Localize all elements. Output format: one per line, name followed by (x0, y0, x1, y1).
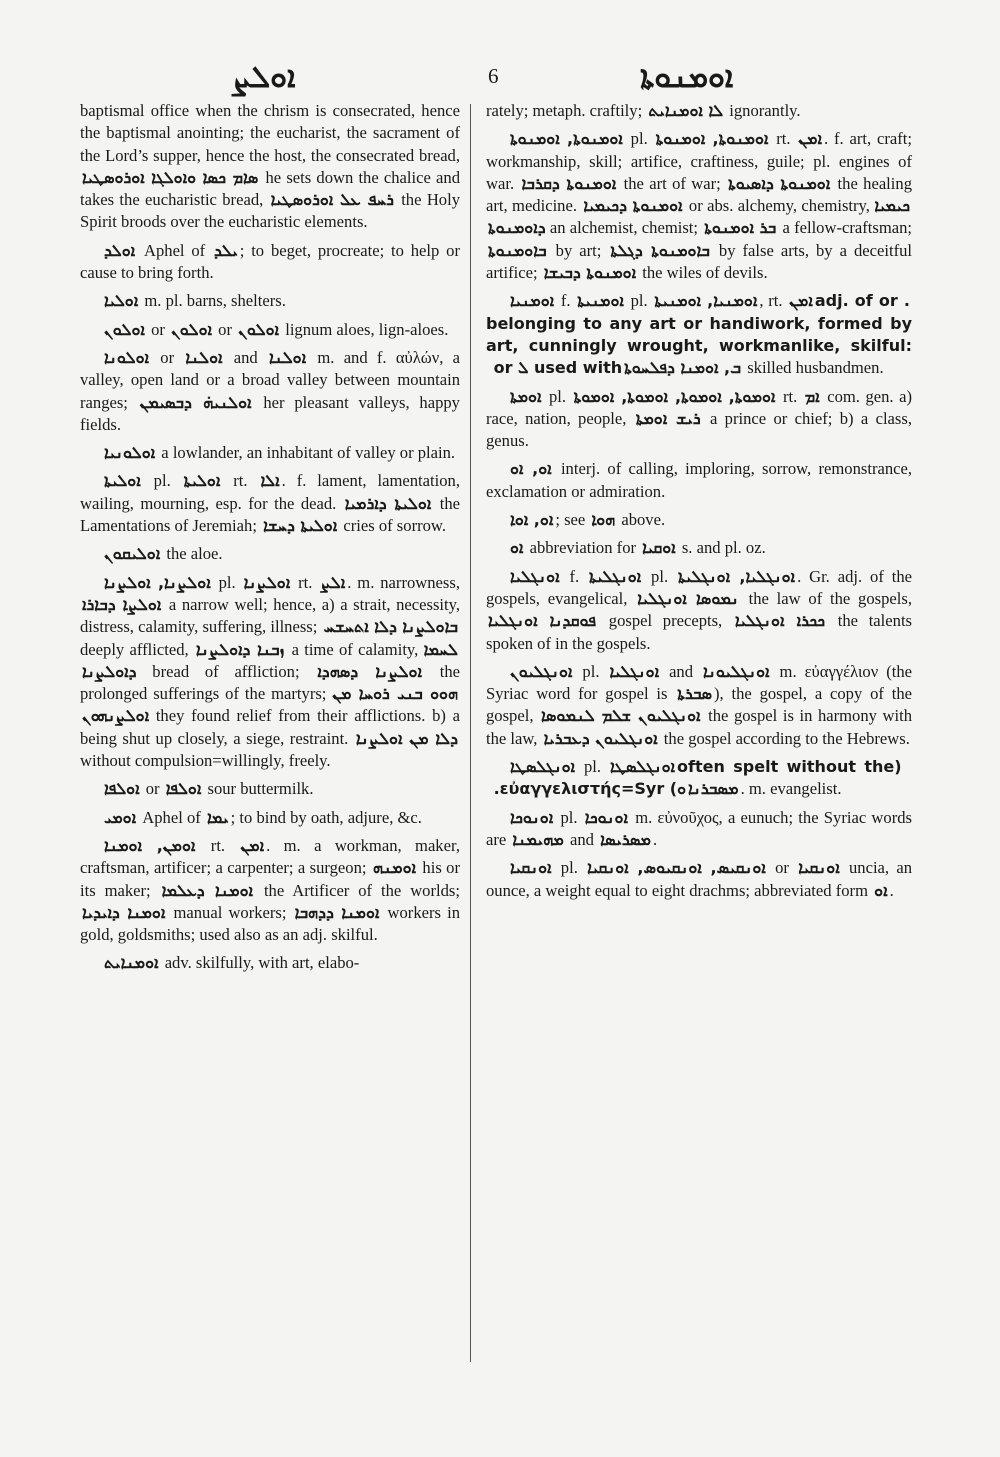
syriac-headword: ܐܘܠܘܢ (171, 319, 212, 339)
syriac-headword: ܐܘܠܨܢܐ (243, 572, 291, 592)
dictionary-entry: baptismal office when the chrism is consecrated, hence the baptismal anointing; the eucharist, the sacrament of the Lord’s supper, hence the host, the consecrated bread, ܣܐܡ ܟܣܐ ܘܐܘܠܓܐ ܐܘܪܘܣܛܝܐ he sets down the chalice and takes the eucharistic bread, ܪܚܦ ܥܠ ܐܘܪܘܣܛܝܐ the Holy Spirit broods over the eucharistic elements. (80, 101, 461, 232)
dictionary-entry: ܐܘܠܨܢܐ, ܐܘܠܨܢܐ pl. ܐܘܠܨܢܐ rt. ܐܠܨ . m. narrowness, ܐܘܠܨܐ ܕܒܐܪܐ a narrow well; hence, a) a strait, necessity, distress, calamity, suffering, illness; ܒܐܘܠܨܢܐ ܕܠܐ ܐܬܚܫܚ deeply afflicted, ܙܒܢܐ ܕܐܘܠܨܢܐ a time of calamity, ܠܚܡܐ ܕܐܘܠܨܢܐ bread of affliction; ܐܘܠܨܢܐ ܕܣܗܕܐ the prolonged sufferings of the martyrs; ܗܘܘ ܒܢܝ ܪܘܚܐ ܡܢ ܐܘܠܨܢܗܘܢ they found relief from their afflictions. b) a being shut up closely, a siege, restraint. ܕܠܐ ܡܢ ܐܘܠܨܢܐ without compulsion=willingly, freely. (80, 572, 461, 771)
syriac-headword: ܐܘܡܢܝܐ (510, 291, 555, 311)
dictionary-entry: ܐܘܢܓܠܝܐ f. ܐܘܢܓܠܝܬܐ pl. ܐܘܢܓܠܝܐ, ܐܘܢܓܠܝܬܐ . Gr. adj. of the gospels, evangelical, ܢܡܘܣܐ ܐܘܢܓܠܝܐ the law of the gospels, ܦܘܩܕܢܐ ܐܘܢܓܠܝܐ gospel precepts, ܟܟܪܐ ܐܘܢܓܠܝܐ the talents spoken of in the gospels. (486, 566, 913, 653)
syriac-headword: ܐܡ (804, 386, 820, 406)
dictionary-entry: ܐܘܡܢ, ܐܘܡܢܐ rt. ܐܡܢ . m. a workman, maker, craftsman, artificer; a carpenter; a surgeon; ܐܘܡܢܗ his or its maker; ܐܘܡܢܐ ܕܥܠܡܐ the Artificer of the worlds; ܐܘܡܢܐ ܕܐܝܕܝܐ manual workers; ܐܘܡܢܐ ܕܕܗܒܐ workers in gold, goldsmiths; used also as an adj. skilful. (80, 835, 460, 945)
syriac-headword: ܐܡܢ (240, 835, 265, 855)
syriac-headword: ܟܝܡܝܐ ܕܐܘܡܢܘܬܐ (488, 196, 910, 238)
column-rule (470, 104, 471, 1362)
syriac-headword: ܐܘܠܘܢܝܐ (104, 443, 156, 463)
syriac-headword: ܐܘܡܢܐ ܕܐܝܕܝܐ (82, 902, 166, 922)
dictionary-entry: ܐܘܡܢܐܝܬ adv. skilfully, with art, elabo- (104, 953, 360, 973)
syriac-headword: ܐܘܢܩܝܐ (510, 858, 552, 878)
syriac-headword: ܐܘܡܢܘܬܐ ܕܒܝܫܐ (543, 263, 637, 283)
syriac-headword: ܐܘܡܢܘܬܐ, ܐܘܡܢܘܬܐ (510, 129, 623, 149)
dictionary-entry: ܐܘܢܓܠܣܛܐ pl. ܐܘܢܓܠܣܛܐ (often spelt without the ܘ) εὐαγγελιστής=Syr. ܡܣܒܪܢܐ . m. evangelist. (488, 757, 910, 799)
syriac-headword: ܐܘ (874, 880, 888, 900)
syriac-headword: ܐܘܠܝܬܐ (183, 471, 221, 491)
syriac-headword: ܐܘܡܢܘܬܐ ܕܐܣܝܘܬܐ (728, 173, 831, 193)
syriac-headword: ܐܡܢ (789, 291, 813, 311)
syriac-headword: ܒܐܘܡܢܘܬܐ (488, 240, 547, 260)
syriac-headword: ܐܘܢܓܠܣܛܐ (510, 757, 575, 777)
syriac-headword: ܝܡܐ (206, 807, 229, 827)
syriac-headword: ܐܘܡܝ (104, 807, 137, 827)
syriac-headword: ܐܠܐ (260, 471, 280, 491)
syriac-headword: ܐܘܡܘܬܐ, ܐܘܡܘܬܐ, ܐܘܡܘܬܐ, ܐܘܡܘܬܐ (573, 386, 776, 406)
dictionary-entry: ܐܘܠܘܢ or ܐܘܠܘܢ or ܐܘܠܘܢ lignum aloes, lign-aloes. (104, 319, 449, 339)
dictionary-entry: ܐܘ, ܐܘܐ ; see ܗܘܐ above. (510, 510, 666, 530)
syriac-headword: ܐܘܠܝܐ (104, 291, 139, 311)
syriac-headword: (often spelt without the ܘ) εὐαγγελιστής=Syr. (488, 757, 910, 799)
dictionary-entry: ܐܘܠܦܐ or ܐܘܠܦܐ sour buttermilk. (104, 779, 314, 799)
syriac-headword: ܡܣܒܪܢܐ (688, 779, 739, 799)
dictionary-entry: rately; metaph. craftily; ܠܐ ܐܘܡܢܐܝܬ ignorantly. (486, 101, 801, 120)
syriac-headword: ܐܘܩܝܐ (642, 538, 676, 558)
syriac-headword: ܐܘܠܘܢ (238, 319, 280, 339)
syriac-headword: ܗܘܐ (591, 510, 616, 530)
page-number: 6 (488, 64, 499, 88)
syriac-headword: ܐܘܠܝܬܐ (104, 471, 141, 491)
syriac-headword: ܐܘܢܩܝܐ (798, 858, 840, 878)
dictionary-entry: ܐܘܡܝ Aphel of ܝܡܐ ; to bind by oath, adjure, &c. (104, 807, 422, 827)
syriac-headword: ܢܡܘܣܐ ܐܘܢܓܠܝܐ (637, 588, 739, 608)
dictionary-entry: ܐܘܠܘܢܝܐ a lowlander, an inhabitant of valley or plain. (104, 443, 456, 463)
syriac-headword: ܣܐܡ ܟܣܐ ܘܐܘܠܓܐ ܐܘܪܘܣܛܝܐ (82, 167, 259, 187)
syriac-headword: ܐܘܢܓܠܝܐ (609, 661, 660, 681)
running-head-right: ܐܘܡܢܘܬܐ (640, 60, 734, 95)
syriac-headword: ܐܘܢܓܠܝܬܐ (589, 566, 642, 586)
syriac-headword: ܐܘܢܓܠܝܘܢ (510, 661, 573, 681)
dictionary-entry: ܐܘܠܝܬܐ pl. ܐܘܠܝܬܐ rt. ܐܠܐ . f. lament, lamentation, wailing, mourning, esp. for the dead. ܐܘܠܝܬܐ ܕܐܪܡܝܐ the Lamentations of Jeremiah; ܐܘܠܝܬܐ ܕܚܫܐ cries of sorrow. (80, 471, 460, 536)
syriac-headword: ܐܘܡܢܝܐ, ܐܘܡܢܝܬܐ (654, 291, 758, 311)
syriac-headword: ܐܘܢܓܠܝܘܢ ܫܠܡ ܠܢܡܘܣܐ (541, 706, 701, 726)
syriac-headword: ܐܘܡܢܘܬܐ ܕܟܝܡܝܐ (583, 196, 683, 216)
syriac-headword: ܐܘܡܢܝܬܐ (577, 291, 624, 311)
dictionary-entry: ܐܘܠܝܩܘܢ the aloe. (104, 544, 223, 564)
syriac-headword: ܝܠܕ (214, 240, 238, 260)
syriac-headword: ܐܘܡܢܐ ܕܕܗܒܐ (294, 902, 380, 922)
syriac-headword: ܐܘܠܨܢܐ, ܐܘܠܨܢܐ (104, 572, 211, 592)
syriac-headword: ܐܘܢܓܠܝܘܢ ܕܥܒܪܝܐ (543, 728, 658, 748)
syriac-headword: ܒܪ ܐܘܡܢܘܬܐ (704, 218, 777, 238)
syriac-headword: ܐܘܠܝܬܐ ܕܚܫܐ (263, 516, 338, 536)
dictionary-entry: ܐܘܠܘܢܐ or ܐܘܠܢܐ and ܐܘܠܢܐ m. and f. αὐλών, a valley, open land or a broad valley between mountain ranges; ܐܘܠܢܝܗ̇ ܕܒܣܝܡܢ her pleasant valleys, happy fields. (80, 347, 460, 434)
syriac-headword: ܐܘܢܩܝܣ, ܐܘܢܩܝܘܣ, ܐܘܢܩܝܐ (587, 858, 766, 878)
syriac-headword: ܪܚܦ ܥܠ ܐܘܪܘܣܛܝܐ (270, 190, 394, 210)
syriac-headword: ܐܘ, ܐܘܐ (510, 510, 554, 530)
syriac-headword: ܒ, ܐܘܡܢܐ ܕܦܠܚܘܬܐ (624, 358, 742, 378)
syriac-headword: ܐܘܠܘܢ (104, 319, 145, 339)
dictionary-entry: ܐܘܢܘܟܐ pl. ܐܘܢܘܟܐ m. εὐνοῦχος, a eunuch; the Syriac words are ܡܗܝܡܢܐ and ܡܣܪܝܣܐ . (486, 807, 912, 849)
syriac-headword: ܐܘܠܝܩܘܢ (104, 544, 161, 564)
dictionary-entry: ܐܘܡܬܐ pl. ܐܘܡܘܬܐ, ܐܘܡܘܬܐ, ܐܘܡܘܬܐ, ܐܘܡܘܬܐ rt. ܐܡ com. gen. a) race, nation, people, ܪܝܫ ܐܘܡܬܐ a prince or chief; b) a class, genus. (486, 386, 912, 451)
syriac-headword: ܦܘܩܕܢܐ ܐܘܢܓܠܝܐ (488, 611, 597, 631)
syriac-headword: ܡܣܪܝܣܐ (600, 829, 651, 849)
syriac-headword: ܪܝܫ ܐܘܡܬܐ (635, 408, 701, 428)
syriac-headword: ܒܐܘܠܨܢܐ ܕܠܐ ܐܬܚܫܚ (323, 617, 458, 637)
dictionary-entry: ܐܘܡܢܝܐ f. ܐܘܡܢܝܬܐ pl. ܐܘܡܢܝܐ, ܐܘܡܢܝܬܐ , rt. ܐܡܢ . adj. of or belonging to any art or handiwork, formed by art, cunningly wrought, workmanlike, skilful: used with ܠ or ܒ, ܐܘܡܢܐ ܕܦܠܚܘܬܐ skilled husbandmen. (486, 291, 912, 378)
syriac-headword: ܐܘܡܢ, ܐܘܡܢܐ (104, 835, 196, 855)
syriac-headword: ܐܘܢܘܟܐ (584, 807, 628, 827)
syriac-headword: ܐܘܢܓܠܝܘܢܐ (703, 661, 770, 681)
syriac-headword: ܐܘܠܨܢܐ ܕܣܗܕܐ (317, 661, 422, 681)
syriac-headword: ܐܘܢܓܠܣܛܐ (610, 757, 676, 777)
syriac-headword: ܐܘܠܢܝܗ̇ ܕܒܣܝܡܢ (139, 392, 252, 412)
running-head-left: ܐܘܠܨ (232, 60, 296, 95)
syriac-headword: ܐܘܡܢܘܬܐ ܕܩܪܒܐ (521, 173, 617, 193)
syriac-headword: ܐܘܠܝܬܐ ܕܐܪܡܝܐ (344, 493, 432, 513)
dictionary-entry: ܐܘ, ܐܘ interj. of calling, imploring, sorrow, remonstrance, exclamation or admiration. (486, 459, 913, 501)
syriac-headword: ܐܘܠܢܐ (268, 347, 307, 367)
dictionary-entry: ܐܘ abbreviation for ܐܘܩܝܐ s. and pl. oz. (510, 538, 766, 558)
syriac-headword: ܐܘܢܓܠܝܐ, ܐܘܢܓܠܝܬܐ (677, 566, 796, 586)
syriac-headword: ܐܘ, ܐܘ (510, 459, 552, 479)
syriac-headword: ܐܘܢܘܟܐ (510, 807, 554, 827)
syriac-headword: ܟܟܪܐ ܐܘܢܓܠܝܐ (734, 611, 826, 631)
syriac-headword: ܐܘܠܦܐ (104, 779, 140, 799)
left-column (80, 100, 460, 981)
dictionary-entry: ܐܘܢܩܝܐ pl. ܐܘܢܩܝܣ, ܐܘܢܩܝܘܣ, ܐܘܢܩܝܐ or ܐܘܢܩܝܐ uncia, an ounce, a weight equal to eight drachms; abbreviated form ܐܘ . (486, 858, 913, 900)
syriac-headword: ܐܘܡܢܘܬܐ, ܐܘܡܢܘܬܐ (655, 129, 769, 149)
syriac-headword: ܐܘܠܘܢܐ (104, 347, 150, 367)
syriac-headword: ܕܠܐ ܡܢ ܐܘܠܨܢܐ (355, 728, 458, 748)
right-column (486, 100, 912, 908)
dictionary-entry: ܐܘܠܝܐ m. pl. barns, shelters. (104, 291, 286, 311)
syriac-headword: ܐܘܢܓܠܝܐ (510, 566, 560, 586)
syriac-headword: ܣܒܪܬܐ (677, 684, 712, 704)
dictionary-entry: ܐܘܡܢܘܬܐ, ܐܘܡܢܘܬܐ pl. ܐܘܡܢܘܬܐ, ܐܘܡܢܘܬܐ rt. ܐܡܢ . f. art, craft; workmanship, skill; artifice, craftiness, guile; pl. engines of war. ܐܘܡܢܘܬܐ ܕܩܪܒܐ the art of war; ܐܘܡܢܘܬܐ ܕܐܣܝܘܬܐ the healing art, medicine. ܐܘܡܢܘܬܐ ܕܟܝܡܝܐ or abs. alchemy, chemistry, ܟܝܡܝܐ ܕܐܘܡܢܘܬܐ an alchemist, chemist; ܒܪ ܐܘܡܢܘܬܐ a fellow-craftsman; ܒܐܘܡܢܘܬܐ by art; ܒܐܘܡܢܘܬܐ ܕܓܠܬܐ by false arts, by a deceitful artifice; ܐܘܡܢܘܬܐ ܕܒܝܫܐ the wiles of devils. (486, 129, 913, 283)
syriac-headword: ܐܘܡܬܐ (510, 386, 542, 406)
syriac-headword: ܐܘܠܢܐ (185, 347, 223, 367)
syriac-headword: ܐܡܢ (798, 129, 822, 149)
page-header (0, 56, 1000, 100)
syriac-headword: ܒܐܘܡܢܘܬܐ ܕܓܠܬܐ (610, 240, 710, 260)
syriac-headword: ܡܗܝܡܢܐ (512, 829, 564, 849)
syriac-headword: ܙܒܢܐ ܕܐܘܠܨܢܐ (195, 639, 285, 659)
syriac-headword: ܐܠܨ (320, 572, 346, 592)
syriac-headword: ܠܐ ܐܘܡܢܐܝܬ (648, 101, 724, 120)
syriac-headword: ܐܘ (510, 538, 524, 558)
syriac-headword: ܠܚܡܐ ܕܐܘܠܨܢܐ (82, 639, 459, 681)
syriac-headword: ܐܘܡܢܐ ܕܥܠܡܐ (161, 880, 254, 900)
dictionary-entry: ܐܘܠܕ Aphel of ܝܠܕ ; to beget, procreate; to help or cause to bring forth. (80, 240, 460, 283)
syriac-headword: ܐܘܠܦܐ (165, 779, 202, 799)
syriac-headword: . adj. of or belonging to any art or handiwork, formed by art, cunningly wrought, workmanlike, skilful: used with ܠ or (486, 291, 912, 378)
syriac-headword: ܗܘܘ ܒܢܝ ܪܘܚܐ ܡܢ ܐܘܠܨܢܗܘܢ (82, 684, 458, 726)
syriac-headword: ܐܘܠܕ (104, 240, 136, 260)
syriac-headword: ܐܘܡܢܗ (372, 858, 417, 878)
dictionary-entry: ܐܘܢܓܠܝܘܢ pl. ܐܘܢܓܠܝܐ and ܐܘܢܓܠܝܘܢܐ m. εὐαγγέλιον (the Syriac word for gospel is ܣܒܪܬܐ ), the gospel, a copy of the gospel, ܐܘܢܓܠܝܘܢ ܫܠܡ ܠܢܡܘܣܐ the gospel is in harmony with the law, ܐܘܢܓܠܝܘܢ ܕܥܒܪܝܐ the gospel according to the Hebrews. (486, 661, 912, 748)
syriac-headword: ܐܘܠܨܐ ܕܒܐܪܐ (82, 594, 162, 614)
syriac-headword: ܐܘܡܢܐܝܬ (104, 953, 159, 973)
